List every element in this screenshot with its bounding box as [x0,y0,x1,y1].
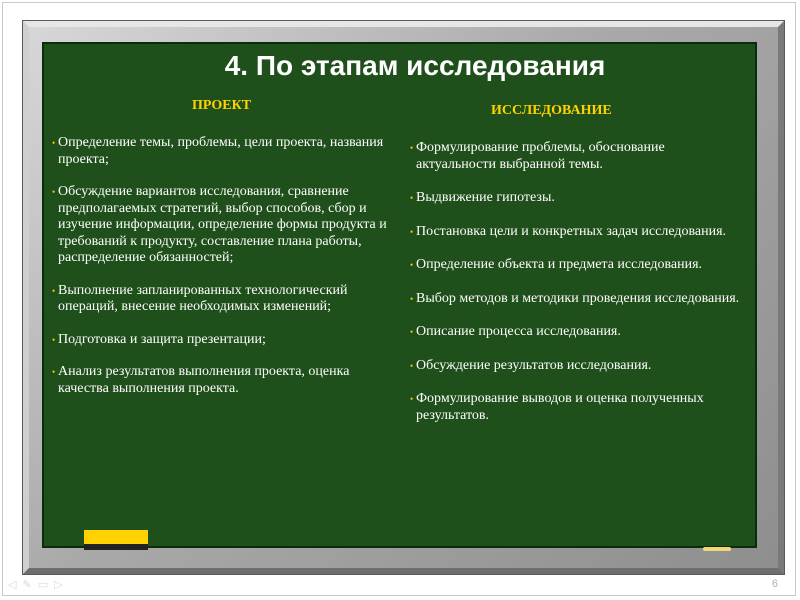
list-item: • Описание процесса исследования. [410,324,621,339]
list-item: • Выдвижение гипотезы. [410,190,555,205]
bullet-icon: • [410,226,414,237]
arrow-right-icon[interactable]: ▷ [54,578,63,591]
slide-menu-icon[interactable]: ▭ [37,578,49,591]
list-item: • Определение темы, проблемы, цели проекта, названия проекта; [52,135,384,167]
bullet-icon: • [52,367,56,377]
list-item: • Формулирование проблемы, обоснование актуальности выбранной темы. [410,140,665,172]
pen-icon[interactable]: ✎ [22,578,32,591]
list-item: • Обсуждение вариантов исследования, сравнение предполагаемых стратегий, выбор способов, сбор и изучение информации, определение формы продукта и требований к продукту, составление плана работы, распределение обязанностей; [52,184,387,265]
eraser-icon [84,530,148,550]
bullet-icon: • [52,138,56,148]
bullet-icon: • [410,394,414,404]
slide-title: 4. По этапам исследования [224,50,606,81]
list-item: • Выбор методов и методики проведения исследования. [410,290,740,306]
list-item: • Выполнение запланированных технологический операций, внесение необходимых изменений; [52,282,348,314]
bullet-icon: • [410,293,414,304]
bullet-icon: • [410,327,414,337]
list-item: • Анализ результатов выполнения проекта, оценка качества выполнения проекта. [52,364,350,396]
list-item: • Формулирование выводов и оценка полученных результатов. [410,391,704,423]
list-item: • Определение объекта и предмета исследования. [410,257,703,272]
bullet-icon: • [410,193,414,203]
left-column-list [52,135,400,413]
page-number: 6 [771,578,778,590]
list-item: • Обсуждение результатов исследования. [410,357,652,373]
slideshow-toolbar [8,578,63,591]
bullet-icon: • [52,187,56,197]
list-item: • Подготовка и защита презентации; [52,331,266,347]
right-column-list [410,140,740,441]
bullet-icon: • [410,260,414,270]
right-column-heading: ИССЛЕДОВАНИЕ [491,103,612,118]
chalk-icon [703,547,731,551]
bullet-icon: • [410,143,414,153]
bullet-icon: • [52,334,56,345]
bullet-icon: • [410,360,414,371]
left-column-heading: ПРОЕКТ [192,98,252,113]
arrow-left-icon[interactable]: ◁ [8,578,17,591]
bullet-icon: • [52,285,56,296]
list-item: • Постановка цели и конкретных задач исследования. [410,223,727,239]
